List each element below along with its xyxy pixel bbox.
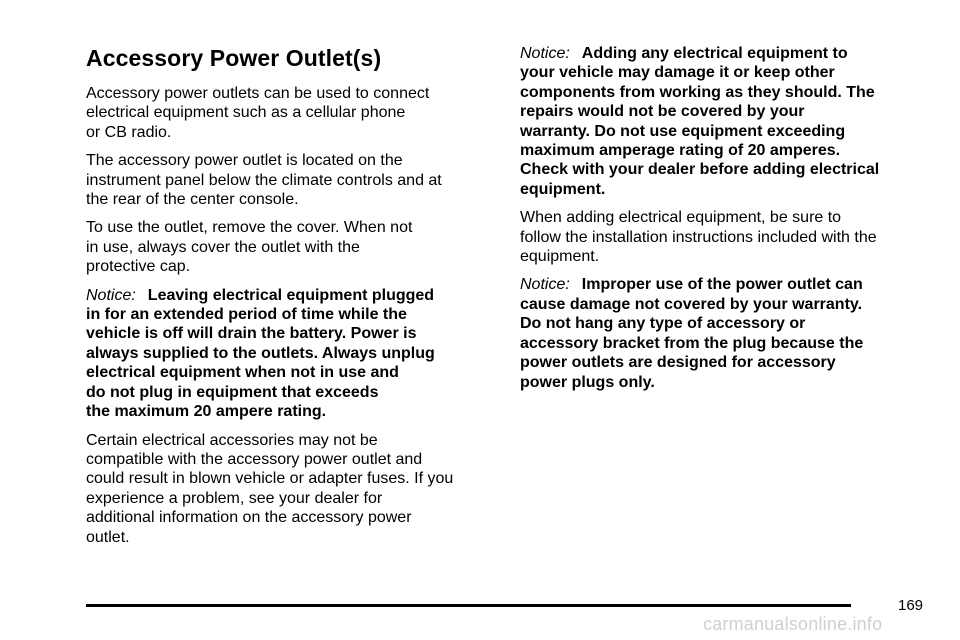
usage-paragraph: To use the outlet, remove the cover. When not in use, always cover the outlet with the protective cap. bbox=[86, 219, 413, 276]
installation-paragraph: When adding electrical equipment, be sure to follow the installation instructions included with the equipment. bbox=[520, 209, 877, 266]
notice-battery bbox=[86, 286, 491, 422]
notice-improper-use bbox=[520, 275, 925, 391]
intro-paragraph: Accessory power outlets can be used to connect electrical equipment such as a cellular phone or CB radio. bbox=[86, 85, 430, 141]
notice-warranty bbox=[520, 44, 925, 199]
watermark: carmanualsonline.info bbox=[703, 614, 883, 634]
notice-label: Notice: bbox=[520, 276, 570, 294]
notice-label: Notice: bbox=[86, 286, 136, 304]
left-column bbox=[86, 44, 491, 556]
page-number: 169 bbox=[898, 597, 924, 614]
footer-rule bbox=[86, 604, 851, 607]
notice-text: Improper use of the power outlet can cause damage not covered by your warranty. Do not hang any type of accessory or accessory bracket from the plug because the power outlets are designed for accessory power plugs only. bbox=[520, 276, 864, 391]
notice-text: Leaving electrical equipment plugged in for an extended period of time while the vehicle is off will drain the battery. Power is always supplied to the outlets. Always unplug electrical equipment when not in use and do not plug in equipment that exceeds the maximum 20 ampere rating. bbox=[86, 286, 435, 421]
right-column bbox=[520, 44, 925, 401]
location-paragraph: The accessory power outlet is located on the instrument panel below the climate controls and at the rear of the center console. bbox=[86, 152, 442, 209]
compatibility-paragraph: Certain electrical accessories may not be compatible with the accessory power outlet and could result in blown vehicle or adapter fuses. If you experience a problem, see your dealer for additional information on the accessory power outlet. bbox=[86, 431, 454, 546]
notice-label: Notice: bbox=[520, 45, 570, 62]
section-title: Accessory Power Outlet(s) bbox=[86, 45, 382, 71]
notice-text: Adding any electrical equipment to your vehicle may damage it or keep other components from working as they should. The repairs would not be covered by your warranty. Do not use equipment exceeding maximum amperage rating of 20 amperes. Check with your dealer before adding electrical equipment. bbox=[520, 45, 880, 198]
